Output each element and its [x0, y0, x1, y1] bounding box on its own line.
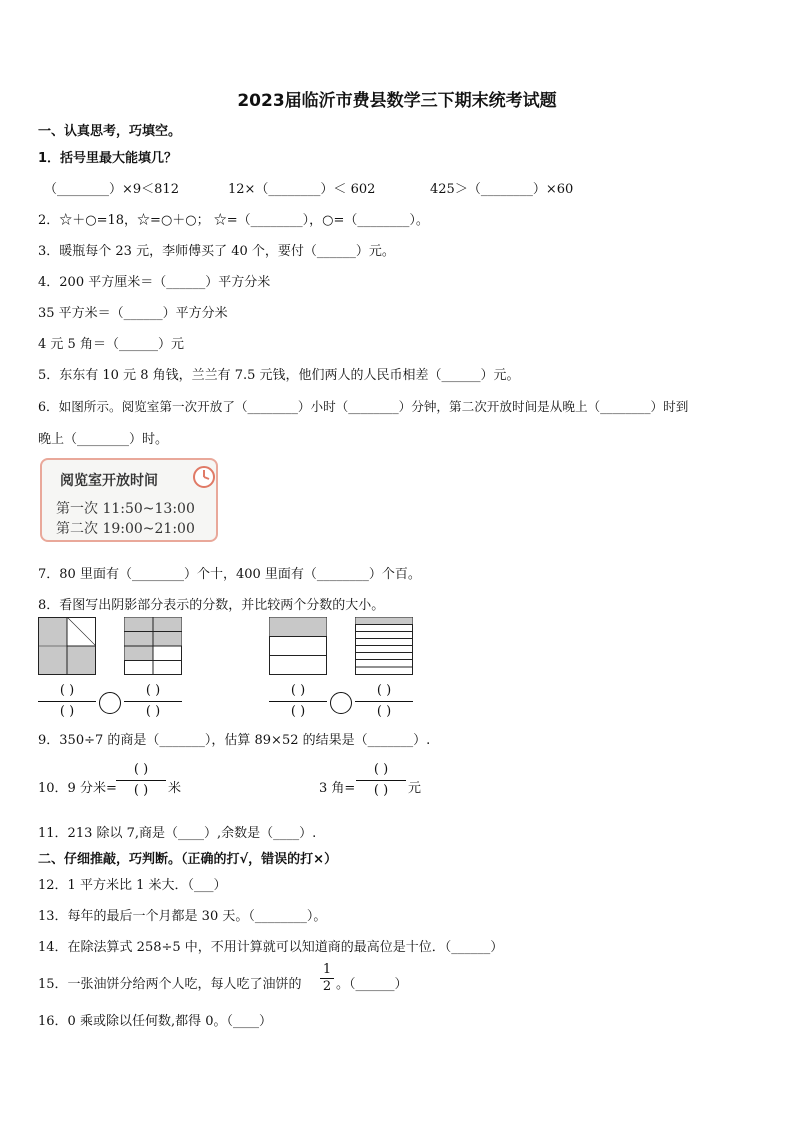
question-14: 14．在除法算式 258÷5 中，不用计算就可以知道商的最高位是十位．（______）	[38, 940, 504, 955]
question-13: 13．每年的最后一个月都是 30 天。（________）。	[38, 909, 327, 924]
question-16: 16．0 乘或除以任何数,都得 0。（____）	[38, 1014, 272, 1029]
question-4a: 4．200 平方厘米＝（______）平方分米	[38, 275, 271, 290]
question-4b: 35 平方米＝（______）平方分米	[38, 306, 228, 321]
section-heading-2: 二、仔细推敲，巧判断。（正确的打√，错误的打×）	[38, 852, 338, 867]
question-11: 11．213 除以 7,商是（____）,余数是（____）.	[38, 826, 317, 841]
page-title: 2023届临沂市费县数学三下期末统考试题	[237, 91, 557, 111]
question-6-line2: 晚上（________）时。	[38, 432, 169, 447]
fraction-numerator: ( )	[133, 762, 149, 777]
question-15-fraction	[320, 963, 334, 994]
fraction-denominator: ( )	[59, 704, 75, 719]
question-15-prefix: 15．一张油饼分给两个人吃，每人吃了油饼的	[38, 977, 302, 992]
question-15-suffix: 。（______）	[336, 977, 408, 992]
fraction-figure-1	[38, 617, 96, 675]
fraction-numerator: ( )	[376, 683, 392, 698]
fraction-numerator: ( )	[373, 762, 389, 777]
question-1: 1．括号里最大能填几？	[38, 151, 178, 166]
fraction-answer-1	[38, 683, 96, 720]
fraction-denominator: 2	[322, 979, 332, 994]
question-10a-fraction	[116, 762, 166, 799]
question-3: 3．暖瓶每个 23 元，李师傅买了 40 个，要付（______）元。	[38, 244, 395, 259]
question-1a: （________）×9＜812	[44, 182, 179, 197]
fraction-figure-3	[269, 617, 327, 675]
question-10a-unit: 米	[168, 781, 182, 796]
section-heading-1: 一、认真思考，巧填空。	[38, 124, 182, 139]
question-1b: 12×（________）＜ 602	[228, 182, 376, 197]
clock-icon	[192, 464, 218, 490]
question-8: 8．看图写出阴影部分表示的分数，并比较两个分数的大小。	[38, 598, 385, 613]
fraction-figure-4	[355, 617, 413, 675]
fraction-answer-4	[355, 683, 413, 720]
fraction-denominator: ( )	[133, 783, 149, 798]
question-2: 2．☆＋○=18，☆=○＋○； ☆=（________），○=（________）。	[38, 213, 429, 228]
question-6-line1: 6．如图所示。阅览室第一次开放了（________）小时（________）分钟，第二次开放时间是从晚上（________）时到	[38, 399, 689, 414]
fraction-numerator: 1	[322, 962, 332, 977]
fraction-numerator: ( )	[290, 683, 306, 698]
fraction-denominator: ( )	[290, 704, 306, 719]
fraction-answer-2	[124, 683, 182, 720]
question-4c: 4 元 5 角＝（______）元	[38, 337, 184, 352]
question-5: 5．东东有 10 元 8 角钱，兰兰有 7.5 元钱，他们两人的人民币相差（______）元。	[38, 368, 520, 383]
fraction-numerator: ( )	[145, 683, 161, 698]
question-7: 7．80 里面有（________）个十，400 里面有（________）个百。	[38, 567, 421, 582]
fraction-numerator: ( )	[59, 683, 75, 698]
question-10b-unit: 元	[408, 781, 422, 796]
fraction-answer-3	[269, 683, 327, 720]
fraction-denominator: ( )	[376, 704, 392, 719]
compare-circle-1	[99, 692, 121, 714]
fraction-denominator: ( )	[145, 704, 161, 719]
question-10a-prefix: 10．9 分米=	[38, 781, 117, 796]
compare-circle-2	[330, 692, 352, 714]
question-1c: 425＞（________）×60	[430, 182, 574, 197]
schedule-title: 阅览室开放时间	[60, 473, 158, 489]
schedule-row-1: 第一次 11:50~13:00	[56, 501, 195, 517]
schedule-row-2: 第二次 19:00~21:00	[56, 521, 195, 537]
question-9: 9．350÷7 的商是（_______），估算 89×52 的结果是（_______）.	[38, 733, 431, 748]
fraction-figure-2	[124, 617, 182, 675]
question-10b-fraction	[356, 762, 406, 799]
question-12: 12．1 平方米比 1 米大．（___）	[38, 878, 227, 893]
fraction-denominator: ( )	[373, 783, 389, 798]
question-10b-prefix: 3 角=	[319, 781, 356, 796]
reading-room-schedule-card	[40, 458, 218, 542]
